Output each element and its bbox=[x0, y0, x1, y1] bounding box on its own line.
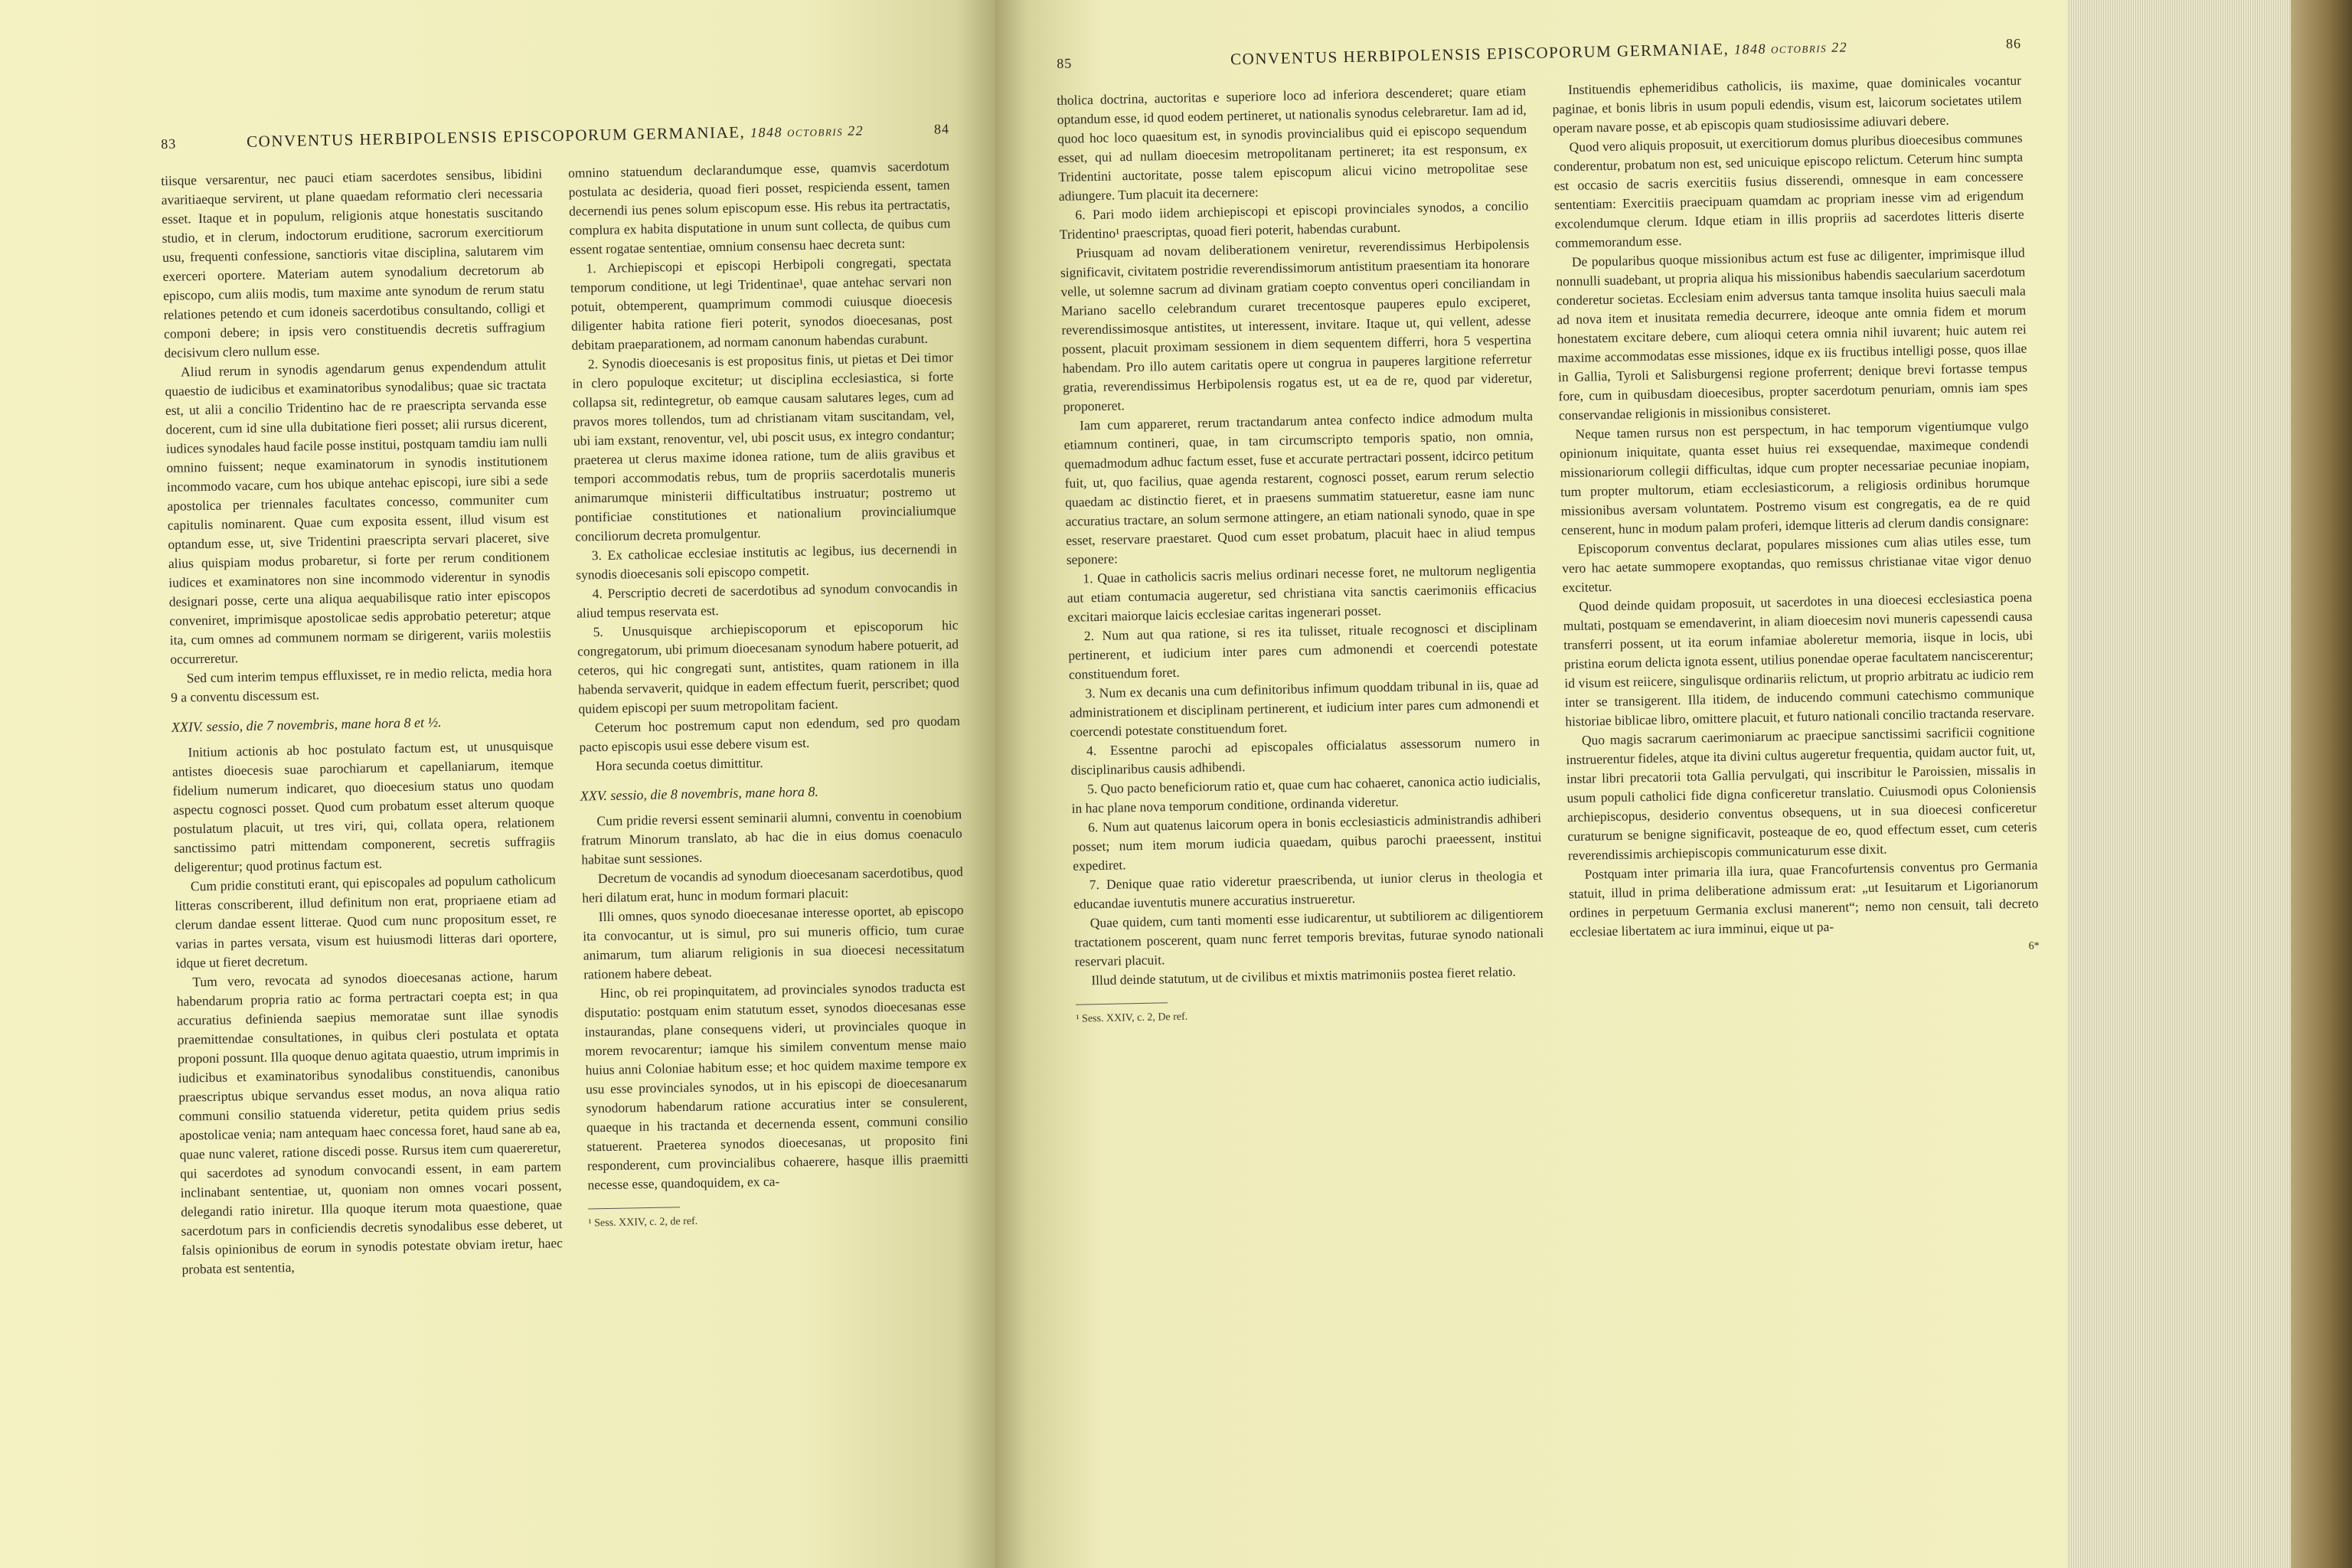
paragraph: 5. Unusquisque archiepiscoporum et episcoporum hic congregatorum, ubi primum dioecesanam synodum habere potuerit, ad ceteros, qui hic congregati sunt, antistites, quam rationem in illa habenda servaverit, quidque in eadem effectum fuerit, perscribet; quod quidem episcopi per suum metropolitam facient. bbox=[577, 617, 960, 717]
paragraph: tiisque versarentur, nec pauci etiam sacerdotes sensibus, libidini avaritiaeque servirent, ut plane quaedam reformatio cleri necessaria esset. Itaque et in populum, religionis atque honestatis suscitando studio, et in clerum, indoctorum eruditione, sacrorum exercitiorum usu, frequenti confessione, sanctioris vitae disciplina, salutarem vim exerceri oportere. Materiam autem synodalium decretorum ab episcopo, cum aliis modis, tum maxime ante synodum de rerum statu relationes petendo et cum idoneis sacerdotibus consultando, colligi et componi debere; in ipsis vero constituendis decretis suffragium decisivum clero nullum esse. bbox=[161, 165, 546, 361]
column-left bbox=[1057, 81, 1546, 1029]
paragraph: Hinc, ob rei propinquitatem, ad provinciales synodos traducta est disputatio: postquam enim statutum esset, synodos dioecesanas esse instaurandas, plane consequens videri, ut provinciales quoque in morem revocarentur; iamque his similem conventum mense maio huius anni Coloniae habitum esse; et hoc quidem maxime tempore ex usu esse provinciales synodos, ut in his episcopi de dioecesanarum synodorum habendarum ratione accuratius inter se consulerent, quaeque in his tractanda et decernenda essent, communi consilio statuerent. Praeterea synodos dioecesanas, ut proposito fini responderent, cum provincialibus cohaerere, hasque illis praemitti necesse esse, quandoquidem, ex ca- bbox=[583, 978, 969, 1193]
left-page bbox=[0, 0, 995, 1568]
right-page-header bbox=[1057, 34, 2021, 73]
page-number: 85 bbox=[1057, 55, 1073, 71]
column-right bbox=[1552, 71, 2041, 1019]
paragraph: Quod vero aliquis proposuit, ut exercitiorum domus pluribus dioecesibus communes conderentur, probatum non est, sed unicuique episcopo relictum. Ceterum hinc sumpta est occasio de sacris exercitiis fusius disserendi, omnesque in eam concessere sententiam: Exercitiis praecipuam quamdam ac propriam inesse vim ad erigendum excolendumque clerum. Idque etiam in illis propriis ad sacerdotes litteris diserte commemorandum esse. bbox=[1553, 129, 2024, 251]
running-title: CONVENTUS HERBIPOLENSIS EPISCOPORUM GERMANIAE, 1848 octobris 22 bbox=[246, 122, 864, 151]
paragraph: Cum pridie constituti erant, qui episcopales ad populum catholicum litteras conscriberent, illud definitum non erat, propriaene etiam ad clerum dandae essent litterae. Quod cum nunc propositum esset, re varias in partes versata, visum est huiusmodi litteras dari oportere, idque ut fieret decretum. bbox=[175, 871, 557, 971]
paragraph: Initium actionis ab hoc postulato factum est, ut unusquisque antistes dioecesis suae parochiarum et capellaniarum, itemque fidelium numerum indicaret, quo dioecesium status uno quodam aspectu cognosci posset. Quod cum probatum esset alterum quoque postulatum placuit, ut tres viri, qui, collata opera, relationem sanctissimo patri mittendam componerent, secretis suffragiis deligerentur; quod protinus factum est. bbox=[172, 737, 556, 875]
paragraph: Neque tamen rursus non est perspectum, in hac temporum vigentiumque vulgo opinionum iniquitate, quanta esset huius rei exsequendae, maximeque condendi missionariorum collegii difficultas, idque cum propter necessariae pecuniae inopiam, tum propter multorum, etiam ecclesiasticorum, a religiosis ordinibus horumque missionibus aversam voluntatem. Postremo visum est congregatis, ea de re quid censerent, hunc in modum palam proferi, idemque litteris ad clerum dandis consignare: bbox=[1559, 416, 2030, 538]
running-title: CONVENTUS HERBIPOLENSIS EPISCOPORUM GERMANIAE, 1848 octobris 22 bbox=[1230, 39, 1848, 69]
footnote-rule bbox=[588, 1207, 680, 1209]
column-left bbox=[161, 164, 564, 1279]
paragraph: Episcoporum conventus declarat, populares missiones cum alias utiles esse, tum vero hac aetate summopere exoptandas, quo remissus christianae vitae vigor denuo excitetur. bbox=[1561, 531, 2032, 596]
paragraph: 2. Synodis dioecesanis is est propositus finis, ut pietas et Dei timor in clero populoque excitetur; ut disciplina ecclesiastica, si forte collapsa sit, redintegretur, ob eamque causam salutares leges, cum ad pravos mores tollendos, tum ad christianam vitam suscitandam, vel, ubi iam exstant, renoventur, vel, ubi poscit usus, ex integro condantur; praeterea ut clerus maxime idonea ratione, tum de aliis gravibus et tempori accommodatis rebus, tum de propriis sacerdotalis muneris animarumque ministerii difficultatibus instruatur; postremo ut pontificiae constitutiones et nationalium provincialiumque conciliorum decreta promulgentur. bbox=[572, 349, 956, 544]
paragraph: 4. Perscriptio decreti de sacerdotibus ad synodum convocandis in aliud tempus reservata est. bbox=[576, 579, 958, 621]
paragraph: Decretum de vocandis ad synodum dioecesanam sacerdotibus, quod heri dilatum erat, hunc in modum formari placuit: bbox=[582, 864, 963, 906]
paragraph: Quae quidem, cum tanti momenti esse iudicarentur, ut subtiliorem ac diligentiorem tractationem poscerent, quam nunc ferret temporis brevitas, futurae synodo nationali reservari placuit. bbox=[1074, 905, 1544, 969]
paragraph: 2. Num aut qua ratione, si res ita tulisset, rituale recognosci et disciplinam pertinerent, et iudicium inter pares cum admonendi et coercendi potestate constituendum foret. bbox=[1068, 619, 1538, 682]
paragraph: Quod deinde quidam proposuit, ut sacerdotes in una dioecesi ecclesiastica poena multati, postquam se emendaverint, in aliam dioecesim novi muneris capessendi causa transferri possent, ut ita eorum infamiae aboleretur memoria, iisque in locis, ubi pristina eorum delicta ignota essent, utilius ponendae operae facultatem nanciscerentur; id visum est reiicere, singulisque ordinariis relictum, ut proprio arbitratu ac iudicio rem inter se transigerent. Illa itidem, de inducendo communi catechismo communique historiae biblicae libro, omittere placuit, et futuro nationali concilio tractanda reservare. bbox=[1563, 589, 2035, 730]
paragraph: Illi omnes, quos synodo dioecesanae interesse oportet, ab episcopo ita convocantur, ut is simul, pro sui muneris officio, tum curae animarum, tum aliarum religionis in sua dioecesi necessitatum rationem habere debeat. bbox=[583, 902, 965, 982]
page-number: 84 bbox=[933, 121, 950, 137]
right-page bbox=[995, 0, 2067, 1568]
paragraph: Ceterum hoc postremum caput non edendum, sed pro quodam pacto episcopis usui esse debere visum est. bbox=[579, 713, 961, 755]
running-date: 1848 octobris 22 bbox=[750, 122, 864, 141]
paragraph: De popularibus quoque missionibus actum est fuse ac diligenter, imprimisque illud nonnulli suadebant, ut propria aliqua his missionibus habendis saecularium sacerdotum conderetur societas. Ecclesiam enim adversus tanta tamque insolita huius saeculi mala ad nova item et inusitata remedia decurrere, ideoque ante omnia fidem et morum honestatem excitare debere, cum alioqui cetera omnia nihil iuvarent; huic autem rei maxime accommodatas esse missiones, idque ex iis fructibus intelligi posse, quos illae in Gallia, Tyroli et Salisburgensi regione proferrent; denique brevi fortasse tempus fore, cum in quibusdam dioecesibus, propter sacerdotum penuriam, omnis iam spes conservandae religionis in missionibus consisteret. bbox=[1556, 244, 2028, 423]
footnote: ¹ Sess. XXIV, c. 2, De ref. bbox=[1076, 995, 1546, 1029]
paragraph: Quo magis sacrarum caerimoniarum ac praecipue sanctissimi sacrificii cognitione instruerentur fideles, atque ita divini cultus augeretur frequentia, quidam auctor fuit, ut, instar libri precatorii tota Gallia pervulgati, qui inscribitur le Paroissien, missalis in usum populi catholici fide digna conficeretur translatio. Cuiusmodi opus Coloniensis archiepiscopus, desiderio conventus obsequens, ut in sua dioecesi conficeretur curaturum se benigne significavit, posteaque de eo, quod effectum esset, cum ceteris reverendissimis archiepiscopis communicaturum esse dixit. bbox=[1566, 723, 2037, 864]
left-page-columns bbox=[161, 156, 971, 1279]
paragraph: Tum vero, revocata ad synodos dioecesanas actione, harum habendarum propria ratio ac forma pertractari coepta est; in qua accuratius definienda saepius memoratae sunt illae synodis praemittendae consultationes, in quibus cleri postulata et optata proponi possunt. Illa quoque denuo agitata quaestio, utrum imprimis in iudicibus et examinatoribus synodalibus constituendis, canonibus praescriptus ubique servandus esset modus, an nova aliqua ratio communi consilio statuenda videretur, petita quidem prius sedis apostolicae venia; nam antequam haec concessa foret, haud sane ab ea, quae nunc valeret, ratione discedi posse. Rursus item cum quaereretur, qui sacerdotes ad synodum convocandi essent, in eam partem inclinabant sententiae, ut, quoniam non omnes vocari possent, delegandi ratio iniretur. Illa quoque iterum mota quaestione, quae sacerdotum pars in conficiendis decretis synodalibus esse deberet, ut falsis opinionibus de eorum in synodis potestate obviam iretur, haec probata est sententia, bbox=[176, 967, 564, 1277]
paragraph: 3. Num ex decanis una cum definitoribus infimum quoddam tribunal in iis, quae ad administrationem et disciplinam pertinerent, et iudicium inter pares cum admonendi et coercendi potestate constituendum foret. bbox=[1069, 675, 1540, 740]
paragraph: Hora secunda coetus dimittitur. bbox=[595, 755, 763, 774]
book-cover-edge bbox=[2291, 0, 2352, 1568]
paragraph: Iam cum appareret, rerum tractandarum antea confecto indice admodum multa etiamnum contineri, quae, in tam circumscripto temporis spatio, non omnia, quemadmodum adhuc factum esset, fuse et accurate pertractari possent, idcirco petitum fuit, ut, quo facilius, quae agenda restarent, cognosci posset, earum rerum selectio quaedam ac distinctio fieret, et in praesens summatim statueretur, easne iam nunc accuratius tractare, an solum sermone attingere, an etiam nationali synodo, quae in spe esset, reservare praestaret. Quod cum esset probatum, placuit haec in aliud tempus seponere: bbox=[1063, 408, 1536, 567]
right-page-columns bbox=[1057, 71, 2040, 1029]
paragraph: Aliud rerum in synodis agendarum genus expendendum attulit quaestio de iudicibus et examinatoribus synodalibus; quae sic tractata est, ut alii a concilio Tridentino hac de re praescripta servanda esse docerent, cum id sine ulla dubitatione fieri posset; alii rursus dicerent, iudices synodales haud facile posse institui, postquam tamdiu iam nulli omnino fuissent; neque examinatorum in synodis institutionem incommodo vacare, cum hos ubique antehac episcopi, iure sibi a sede apostolica per triennales facultates concesso, communiter cum capitulis nominarent. Quae cum exposita essent, illud visum est optandum esse, ut, sive Tridentini praescripta servari placeret, sive alius quispiam modus probaretur, si forte per rerum conditionem iudices et examinatores non sine incommodo viderentur in synodis designari posse, certe una aliqua aequabilisque ratio inter episcopos conveniret, imprimisque apostolicae sedis approbatio peteretur; atque ita, cum omnes ad communem normam se dirigerent, variis molestiis occurreretur. bbox=[165, 357, 551, 667]
paragraph: Postquam inter primaria illa iura, quae Francofurtensis conventus pro Germania statuit, illud in prima deliberatione admissum erat: „ut Iesuitarum et Ligorianorum ordines in perpetuum Germania exclusi manerent“; nemo non censuit, tali decreto ecclesiae libertatem ac iura imminui, eique ut pa- bbox=[1568, 857, 2039, 940]
left-page-header bbox=[161, 119, 949, 153]
footnote: ¹ Sess. XXIV, c. 2, de ref. bbox=[588, 1201, 970, 1233]
paragraph: tholica doctrina, auctoritas e superiore loco ad inferiora descenderet; quare etiam optandum esse, id quod eodem pertineret, ut nationalis synodus celebraretur. Iam ad id, quod hoc loco quaesitum est, in synodis provincialibus quid ei episcopo sequendum esset, qui ad nullam dioecesim metropolitanam pertineret; ita est responsum, ex Tridentini auctoritate, posse talem episcopum alicui vicino metropolitae sese adiungere. Tum placuit ita decernere: bbox=[1057, 83, 1528, 204]
paragraph: Instituendis ephemeridibus catholicis, iis maxime, quae dominicales vocantur paginae, et bonis libris in usum populi edendis, visum est, laicorum societates utilem operam navare posse, et ab episcopis quam studiosissime adiuvari debere. bbox=[1552, 72, 2022, 136]
paragraph: Illud deinde statutum, ut de civilibus et mixtis matrimoniis postea fieret relatio. bbox=[1091, 963, 1516, 988]
paragraph: 3. Ex catholicae ecclesiae institutis ac legibus, ius decernendi in synodis dioecesanis soli episcopo competit. bbox=[576, 541, 957, 583]
paragraph: 1. Quae in catholicis sacris melius ordinari necesse foret, ne multorum negligentia aut etiam contumacia augeretur, sed christiana vita sanctis caerimoniis efficacius excitari maiorque laicis ecclesiae caritas ingenerari posset. bbox=[1067, 561, 1537, 625]
signature-mark: 6* bbox=[2028, 940, 2040, 952]
paragraph: 1. Archiepiscopi et episcopi Herbipoli congregati, spectata temporum conditione, ut legi Tridentinae¹, quae antehac servari non potuit, obtemperent, quamprimum commodi cuiusque dioecesis diligenter habita ratione fieri poterit, synodos dioecesanas, post debitam praeparationem, ad normam canonum habendas curabunt. bbox=[570, 253, 953, 353]
page-number: 86 bbox=[2005, 35, 2022, 52]
page-number: 83 bbox=[161, 136, 177, 152]
page-edges bbox=[2067, 0, 2352, 1568]
footnote-rule bbox=[1076, 1002, 1168, 1005]
paragraph: 7. Denique quae ratio videretur praescribenda, ut iunior clerus in theologia et educandae iuventutis munere accuratius instrueretur. bbox=[1073, 867, 1543, 912]
paragraph: 4. Essentne parochi ad episcopales officialatus assessorum numero in disciplinaribus causis adhibendi. bbox=[1070, 733, 1540, 778]
running-date: 1848 octobris 22 bbox=[1733, 39, 1848, 57]
paragraph: omnino statuendum declarandumque esse, quamvis sacerdotum postulata ac desideria, quoad fieri posset, respicienda essent, tamen decernendi ius penes solum episcopum esse. His rebus ita pertractatis, complura ex habita disputatione in unum sunt collecta, de quibus cum essent rogatae sententiae, omnium consensu haec decreta sunt: bbox=[567, 158, 951, 257]
session-heading: XXV. sessio, die 8 novembris, mane hora 8. bbox=[580, 783, 819, 804]
column-right bbox=[568, 156, 971, 1271]
session-heading: XXIV. sessio, die 7 novembris, mane hora 8 et ½. bbox=[171, 714, 442, 735]
paragraph: Priusquam ad novam deliberationem veniretur, reverendissimus Herbipolensis significavit, civitatem postridie reverendissimorum antistitum praesentiam ita honorare velle, ut solemne sacrum ad divinam gratiam coepto conventus operi conciliandam in Mariano sacello celebrandum curaret trecentosque pauperes epulo exciperet, reverendissimosque antistites, ut interessent, invitare. Itaque ut, qui vellent, adesse possent, placuit proximam sessionem in diem sequentem differri, hora 5 vespertina habendam. Pro illo autem caritatis opere ut congrua in pauperes largitione referretur gratia, reverendissimus Herbipolensis rogatus est, ut ea de re, quod par videretur, proponeret. bbox=[1060, 236, 1533, 414]
paragraph: Cum pridie reversi essent seminarii alumni, conventu in coenobium fratrum Minorum translato, ab hac die in eius domus coenaculo habitae sunt sessiones. bbox=[580, 806, 962, 867]
paragraph: 5. Quo pacto beneficiorum ratio et, quae cum hac cohaeret, canonica actio iudicialis, in hac plane nova temporum conditione, ordinanda videretur. bbox=[1071, 771, 1541, 816]
paragraph: 6. Pari modo iidem archiepiscopi et episcopi provinciales synodos, a concilio Tridentino¹ praescriptas, quoad fieri poterit, habendas curabunt. bbox=[1059, 198, 1529, 242]
paragraph: 6. Num aut quatenus laicorum opera in bonis ecclesiasticis administrandis adhiberi posset; num item morum iudicia quaedam, quibus parochi praeessent, institui expediret. bbox=[1072, 809, 1542, 874]
paragraph: Sed cum interim tempus effluxisset, re in medio relicta, media hora 9 a conventu discessum est. bbox=[170, 663, 552, 705]
